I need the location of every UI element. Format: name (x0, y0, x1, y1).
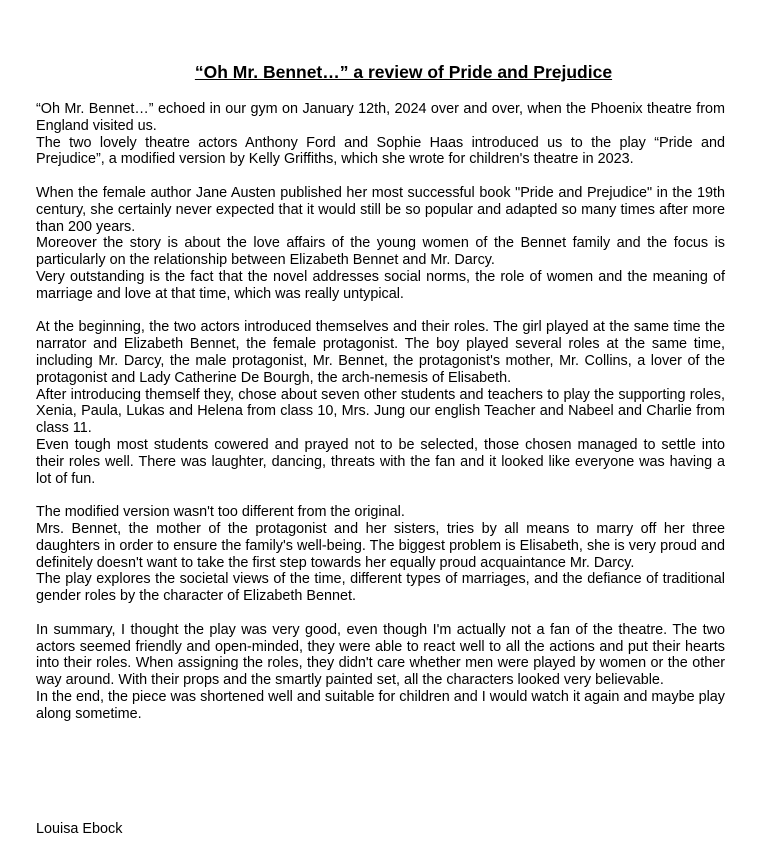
paragraph-text: The two lovely theatre actors Anthony Ford and Sophie Haas introduced us to the play “Pride and Prejudice”, a modified version by Kelly Griffiths, which she wrote for children's theatre in 2023. (36, 134, 725, 168)
paragraph-summary (36, 622, 725, 723)
paragraph-text: The modified version wasn't too different from the original. (36, 504, 405, 521)
paragraph-text: In summary, I thought the play was very good, even though I'm actually not a fan of the theatre. The two actors seemed friendly and open-minded, they were able to react well to all the actions and put their hearts into their roles. When assigning the roles, they didn't care whether men were played by women or the other way around. With their props and the smartly painted set, all the characters looked very believable. (36, 621, 725, 689)
paragraph-text: The play explores the societal views of the time, different types of marriages, and the defiance of traditional gender roles by the character of Elizabeth Bennet. (36, 571, 725, 605)
paragraph-text: Very outstanding is the fact that the novel addresses social norms, the role of women and the meaning of marriage and love at that time, which was really untypical. (36, 268, 725, 302)
paragraph-text: In the end, the piece was shortened well and suitable for children and I would watch it again and maybe play along sometime. (36, 688, 725, 722)
paragraph-text: Even tough most students cowered and prayed not to be selected, those chosen managed to settle into their roles well. There was laughter, dancing, threats with the fan and it looked like everyone was having a lot of fun. (36, 436, 725, 487)
paragraph-plot (36, 504, 725, 605)
paragraph-background (36, 185, 725, 303)
paragraph-text: When the female author Jane Austen published her most successful book "Pride and Prejudice" in the 19th century, she certainly never expected that it would still be so popular and adapted so many times after more than 200 years. (36, 184, 725, 235)
review-title: “Oh Mr. Bennet…” a review of Pride and Prejudice (194, 62, 613, 82)
paragraph-performance (36, 319, 725, 487)
review-body (36, 101, 725, 739)
paragraph-text: “Oh Mr. Bennet…” echoed in our gym on January 12th, 2024 over and over, when the Phoenix theatre from England visited us. (36, 101, 725, 134)
paragraph-text: After introducing themself they, chose about seven other students and teachers to play the supporting roles, Xenia, Paula, Lukas and Helena from class 10, Mrs. Jung our english Teacher and Nabeel and Charlie from class 11. (36, 386, 725, 437)
paragraph-text: Mrs. Bennet, the mother of the protagonist and her sisters, tries by all means to marry off her three daughters in order to ensure the family's well-being. The biggest problem is Elisabeth, she is very proud and definitely doesn't want to take the first step towards her equally proud acquaintance Mr. Darcy. (36, 520, 725, 571)
author-signature: Louisa Ebock (36, 821, 123, 837)
paragraph-text: At the beginning, the two actors introduced themselves and their roles. The girl played at the same time the narrator and Elizabeth Bennet, the female protagonist. The boy played several roles at the same time, including Mr. Darcy, the male protagonist, Mr. Bennet, the protagonist's mother, Mr. Collins, a lover of the protagonist and Lady Catherine De Bourgh, the arch-nemesis of Elisabeth. (36, 319, 725, 386)
paragraph-intro (36, 101, 725, 168)
paragraph-text: Moreover the story is about the love affairs of the young women of the Bennet family and the focus is particularly on the relationship between Elizabeth Bennet and Mr. Darcy. (36, 235, 725, 269)
